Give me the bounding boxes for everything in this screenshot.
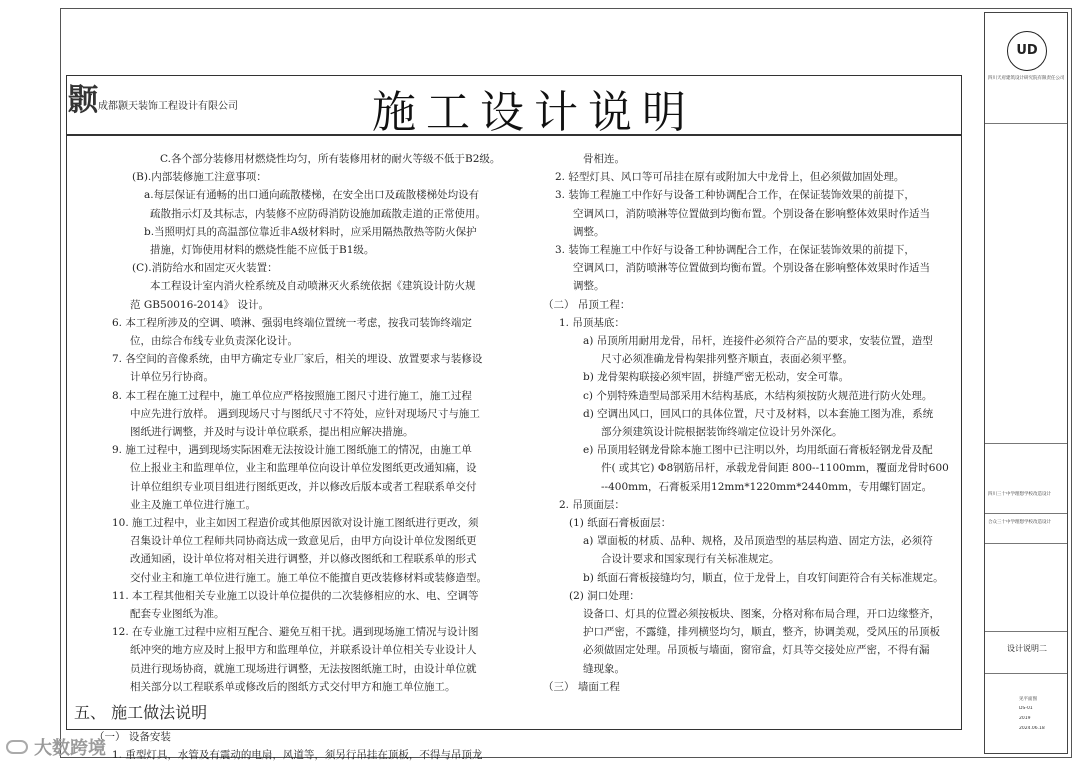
paragraph-line: 骨相连。	[583, 153, 625, 165]
year-value: 2019	[1019, 716, 1031, 721]
right-column	[543, 150, 950, 696]
paragraph-line: 护口严密，不露缝，排列横竖均匀，顺直，整齐，协调美观，受风压的吊顶板	[583, 626, 940, 639]
paragraph-line: 措施，灯饰使用材料的燃烧性能不应低于B1级。	[150, 244, 375, 257]
paragraph-line: b) 纸面石膏板接缝均匀，顺直，位于龙骨上，自攻钉间距符合有关标准规定。	[583, 571, 944, 584]
paragraph-line: d) 空调出风口，回风口的具体位置，尺寸及材料，以本套施工图为准，系统	[583, 407, 934, 420]
paragraph-line: e) 吊顶用轻钢龙骨除本施工图中已注明以外，均用纸面石膏板轻钢龙骨及配	[583, 444, 933, 457]
paragraph-line: 交付业主和施工单位进行施工。施工单位不能擅自更改装修材料或装修造型。	[130, 571, 487, 584]
paragraph-line: 位上报业主和监理单位，业主和监理单位向设计单位发图纸更改通知痛，设	[130, 462, 477, 475]
tb-divider	[985, 543, 1067, 544]
paragraph-line: (B).内部装修施工注意事项：	[132, 171, 267, 184]
paragraph-line: 3. 装饰工程施工中作好与设备工种协调配合工作，在保证装饰效果的前提下，	[555, 244, 915, 257]
paragraph-line: a) 吊顶所用耐用龙骨，吊杆，连接件必须符合产品的要求，安装位置，造型	[583, 335, 933, 348]
paragraph-line: 业主及施工单位进行施工。	[130, 498, 256, 511]
paragraph-line: (1) 纸面石膏板面层：	[569, 517, 672, 530]
paragraph-line: 本工程设计室内消火栓系统及自动喷淋灭火系统依据《建筑设计防火规	[150, 280, 476, 293]
paragraph-line: a) 罩面板的材质、品种、规格，及吊顶造型的基层构造、固定方法，必须符	[583, 535, 933, 548]
tb-divider	[985, 631, 1067, 632]
company-name: 成都颢天装饰工程设计有限公司	[98, 101, 238, 112]
paragraph-line: 尺寸必须准确龙骨构架排列整齐顺直，表面必须平整。	[601, 353, 853, 366]
paragraph-line: (C).消防给水和固定灭火装置：	[132, 262, 278, 275]
logo-mark: 颢	[68, 83, 96, 118]
paragraph-line: 合设计要求和国家现行有关标准规定。	[601, 553, 780, 566]
paragraph-line: b.当照明灯具的高温部位靠近非A级材料时，应采用隔热散热等防火保护	[144, 225, 477, 238]
tb-divider	[985, 123, 1067, 124]
paragraph-line: c) 个别特殊造型局部采用木结构基底，木结构须按防火规范进行防火处理。	[583, 389, 933, 402]
paragraph-line: 改通知函，设计单位将对相关进行调整，并以修改图纸和工程联系单的形式	[130, 553, 477, 566]
paragraph-line: 配套专业图纸为准。	[130, 608, 225, 621]
page-title: 施工设计说明	[372, 87, 696, 138]
scale-value: 见平面图	[1019, 697, 1037, 702]
sheet-number: DS-01	[1019, 706, 1033, 711]
paragraph-line: b) 龙骨架构联接必须牢固，拼缝严密无松动，安全可靠。	[583, 371, 850, 384]
paragraph-line: 10. 施工过程中，业主如因工程造价或其他原因欲对设计施工图纸进行更改，须	[112, 517, 479, 530]
subsection-heading: （一） 设备安装	[94, 731, 171, 744]
drawing-name: 设计说明二	[1007, 644, 1047, 653]
paragraph-line: --400mm，石膏板采用12mm*1220mm*2440mm，专用螺钉固定。	[601, 480, 933, 493]
paragraph-line: 缝现象。	[583, 662, 625, 675]
title-block	[984, 12, 1068, 754]
paragraph-line: 2. 吊顶面层：	[559, 498, 625, 511]
watermark-text: 大数跨境	[34, 738, 106, 759]
paragraph-line: 疏散指示灯及其标志，内装修不应防碍消防设施加疏散走道的正常使用。	[150, 207, 486, 220]
paragraph-line: 8. 本工程在施工过程中，施工单位应严格按照施工图尺寸进行施工，施工过程	[112, 389, 472, 402]
paragraph-line: 中应先进行放样。 遇到现场尺寸与图纸尺寸不符处，应针对现场尺寸与施工	[130, 407, 480, 420]
paragraph-line: a.每层保证有通畅的出口通向疏散楼梯，在安全出口及疏散楼梯处均设有	[144, 189, 480, 202]
date-value: 2024.06.18	[1019, 726, 1045, 731]
left-column	[74, 150, 504, 765]
paragraph-line: 件( 或其它) Φ8钢筋吊杆，承载龙骨间距 800--1100mm，覆面龙骨时600	[601, 462, 949, 475]
paragraph-line: 空调风口，消防喷淋等位置做到均衡布置。个别设备在影响整体效果时作适当	[573, 207, 930, 220]
paragraph-line: 位，由综合布线专业负责深化设计。	[130, 335, 298, 348]
paragraph-line: 9. 施工过程中，遇到现场实际困难无法按设计施工图纸施工的情况，由施工单	[112, 444, 472, 457]
paragraph-line: 1. 吊顶基底：	[559, 316, 625, 329]
paragraph-line: 7. 各空间的音像系统，由甲方确定专业厂家后，相关的埋设、放置要求与装修设	[112, 353, 483, 366]
section-heading: 五、 施工做法说明	[74, 703, 208, 723]
paragraph-line: 调整。	[573, 225, 605, 238]
paragraph-line: (2) 洞口处理：	[569, 589, 640, 602]
tb-divider	[985, 673, 1067, 674]
paragraph-line: 12. 在专业施工过程中应相互配合、避免互相干扰。遇到现场施工情况与设计图	[112, 626, 479, 639]
watermark-logo-icon	[6, 740, 28, 754]
tb-divider	[985, 443, 1067, 444]
paragraph-line: 空调风口，消防喷淋等位置做到均衡布置。个别设备在影响整体效果时作适当	[573, 262, 930, 275]
paragraph-line: 2. 轻型灯具、风口等可吊挂在原有或附加大中龙骨上，但必须做加固处理。	[555, 171, 905, 184]
paragraph-line: 召集设计单位工程师共同协商达成一致意见后，由甲方向设计单位发图纸更	[130, 535, 477, 548]
paragraph-line: 6. 本工程所涉及的空调、喷淋、强弱电终端位置统一考虑，按我司装饰终端定	[112, 316, 472, 329]
paragraph-line: 3. 装饰工程施工中作好与设备工种协调配合工作，在保证装饰效果的前提下，	[555, 189, 915, 202]
company-logo	[68, 83, 238, 118]
paragraph-line: 纸冲突的地方应及时上报甲方和监理单位，并联系设计单位相关专业设计人	[130, 644, 477, 657]
tb-divider	[985, 513, 1067, 514]
paragraph-line: （三） 墙面工程	[543, 680, 620, 693]
paragraph-line: （二） 吊顶工程：	[543, 298, 631, 311]
paragraph-line: C.各个部分装修用材燃烧性均匀，所有装修用材的耐火等级不低于B2级。	[160, 153, 501, 165]
paragraph-line: 11. 本工程其他相关专业施工以设计单位提供的二次装修相应的水、电、空调等	[112, 589, 479, 602]
project-name: 四川三十中学理想学校改造设计	[988, 492, 1051, 497]
watermark	[6, 734, 106, 760]
paragraph-line: 范 GB50016-2014》 设计。	[130, 298, 269, 311]
paragraph-line: 1. 重型灯具，水管及有震动的电扇，风道等，须另行吊挂在顶板，不得与吊顶龙	[112, 749, 483, 762]
paragraph-line: 相关部分以工程联系单或修改后的图纸方式交付甲方和施工单位施工。	[130, 680, 456, 693]
paragraph-line: 必须做固定处理。吊顶板与墙面，窗帘盒，灯具等交接处应严密，不得有漏	[583, 644, 930, 657]
paragraph-line: 计单位组织专业项目组进行图纸更改，并以修改后版本或者工程联系单交付	[130, 480, 477, 493]
paragraph-line: 图纸进行调整，并及时与设计单位联系，提出相应解决措施。	[130, 426, 414, 439]
paragraph-line: 调整。	[573, 280, 605, 293]
institute-name: 四川天府建筑设计研究院有限责任公司	[988, 76, 1065, 81]
paragraph-line: 计单位另行协商。	[130, 371, 214, 384]
project-name-2: 合众三十中学理想学校改造设计	[988, 520, 1051, 525]
paragraph-line: 设备口、灯具的位置必须按板块、图案，分格对称布局合理，开口边缘整齐，	[583, 608, 940, 621]
institute-logo-icon: UD	[1007, 31, 1047, 71]
paragraph-line: 部分须建筑设计院根据装饰终端定位设计另外深化。	[601, 426, 843, 439]
paragraph-line: 员进行现场协商，就施工现场进行调整，无法按图纸施工时，由设计单位就	[130, 662, 477, 675]
